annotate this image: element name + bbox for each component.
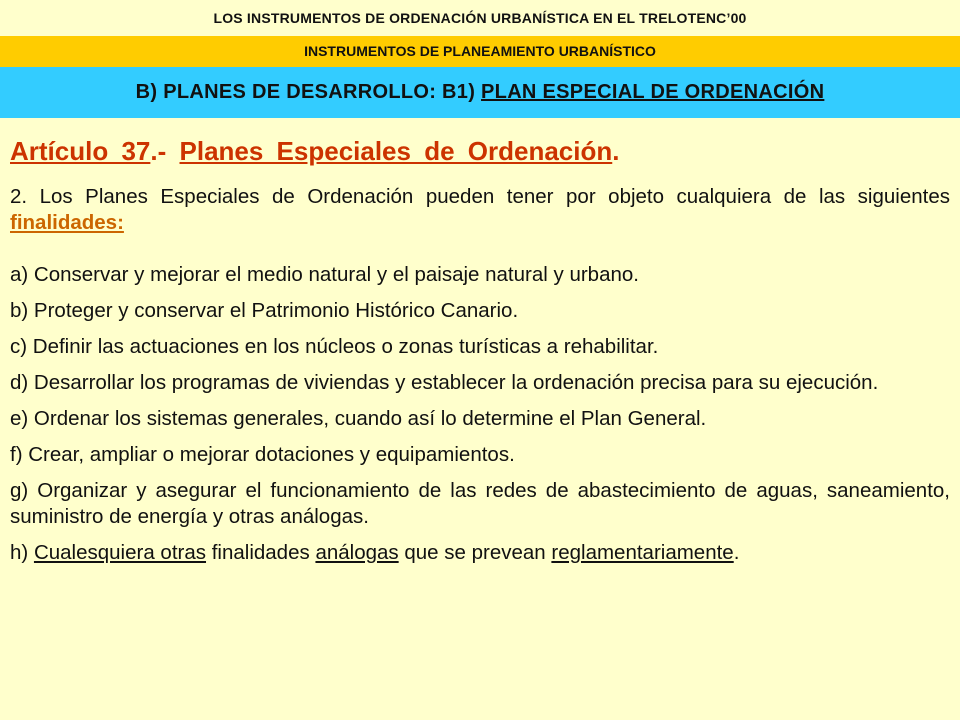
item-h-prefix: h)	[10, 541, 34, 564]
list-item-b: b) Proteger y conservar el Patrimonio Histórico Canario.	[10, 299, 519, 322]
article-title-end: .	[612, 136, 620, 166]
list-item-f: f) Crear, ampliar o mejorar dotaciones y equipamientos.	[10, 443, 515, 466]
list-item-d: d) Desarrollar los programas de viviendas y establecer la ordenación precisa para su ejecución.	[10, 371, 879, 394]
list-item-g: g) Organizar y asegurar el funcionamiento de las redes de abastecimiento de aguas, saneamiento, suministro de energía y otras análogas.	[10, 479, 950, 528]
subsection-band	[0, 67, 960, 118]
purpose-list	[10, 262, 950, 566]
item-h-underlined-3: reglamentariamente	[551, 541, 734, 564]
list-item-c: c) Definir las actuaciones en los núcleos o zonas turísticas a rehabilitar.	[10, 335, 659, 358]
intro-keyword: finalidades:	[10, 211, 124, 234]
item-h-underlined-1: Cualesquiera otras	[33, 541, 207, 564]
item-h-underlined-2: análogas	[315, 541, 399, 564]
article-number: Artículo 37	[10, 136, 151, 166]
article-separator: .-	[150, 136, 167, 166]
subsection-link[interactable]: PLAN ESPECIAL DE ORDENACIÓN	[481, 81, 825, 103]
document-header: LOS INSTRUMENTOS DE ORDENACIÓN URBANÍSTICA EN EL TRELOTENC’00	[0, 0, 960, 36]
list-item-e: e) Ordenar los sistemas generales, cuando así lo determine el Plan General.	[10, 407, 707, 430]
article-name: Planes Especiales de Ordenación	[179, 136, 613, 166]
intro-text: 2. Los Planes Especiales de Ordenación pueden tener por objeto cualquiera de las siguientes	[10, 185, 950, 208]
article-intro	[10, 184, 950, 236]
list-item-a: a) Conservar y mejorar el medio natural y el paisaje natural y urbano.	[10, 263, 639, 286]
article-content	[10, 128, 950, 576]
subsection-prefix: B) PLANES DE DESARROLLO: B1)	[135, 81, 482, 103]
section-band: INSTRUMENTOS DE PLANEAMIENTO URBANÍSTICO	[0, 36, 960, 67]
item-h-end: .	[733, 541, 740, 564]
list-item-h	[10, 540, 950, 566]
article-title	[10, 134, 950, 168]
item-h-text-2: que se prevean	[398, 541, 552, 564]
item-h-text-1: finalidades	[206, 541, 316, 564]
